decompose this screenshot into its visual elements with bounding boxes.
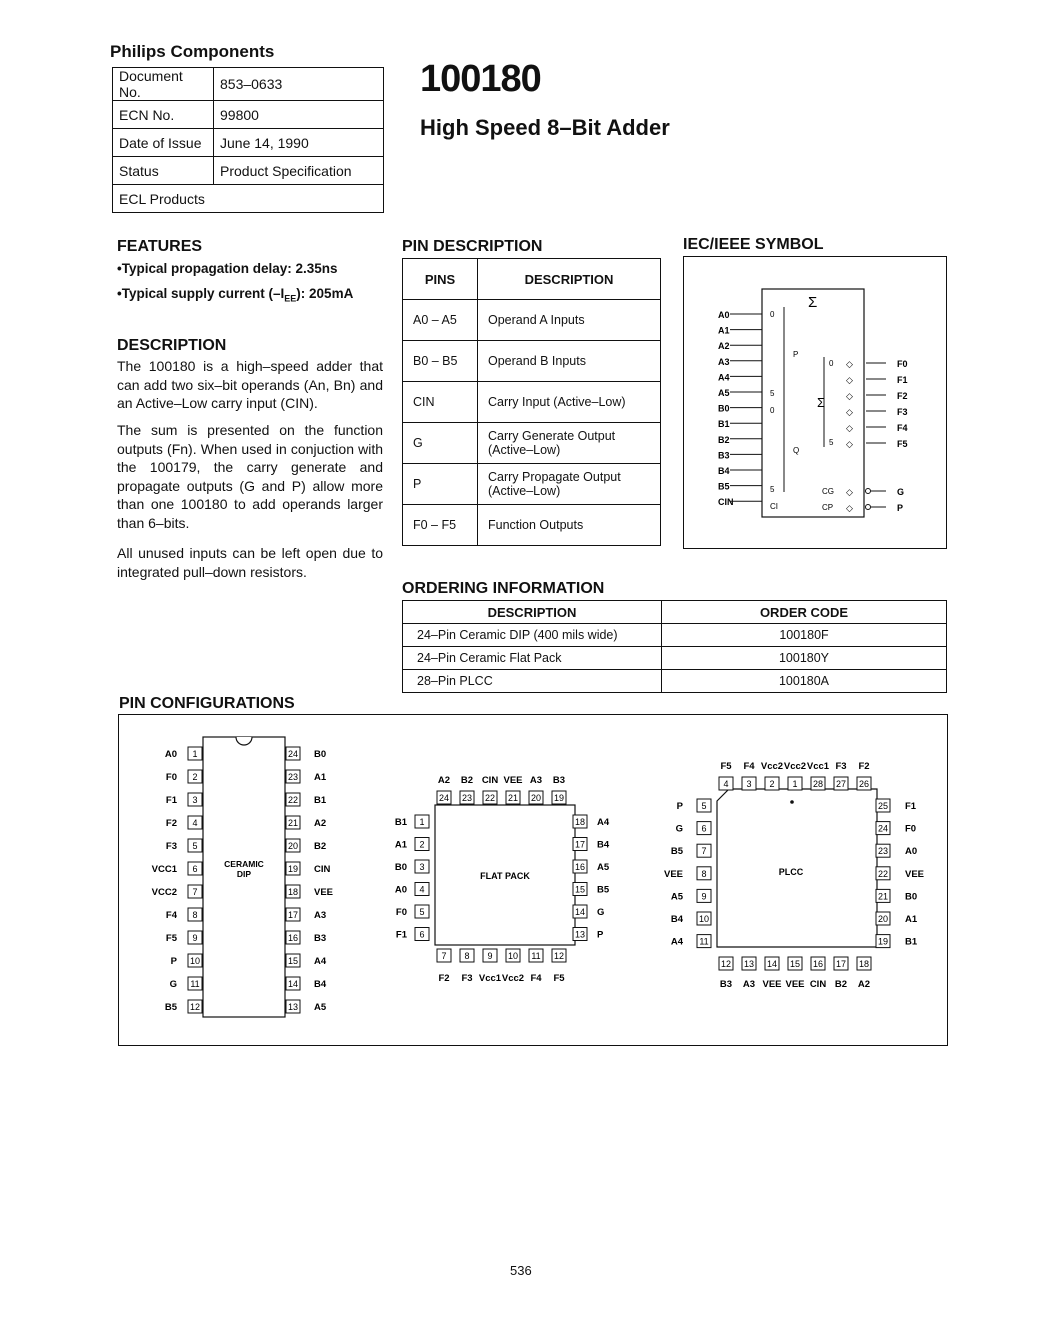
- feature-item: •Typical supply current $(-I_{EE})$: 205mA: [117, 286, 354, 304]
- pin-number: 7: [701, 846, 707, 857]
- pin-name-label: A2: [314, 818, 327, 829]
- pin-name-label: A2: [857, 979, 871, 990]
- pin-number: 25: [877, 801, 889, 811]
- description-paragraph: The sum is presented on the function outputs (Fn). When used in conjuction with the 100179, the carry generate and propagate outputs (G and P) allow more than one 100180 to add operands larger than 6–bits.: [117, 422, 383, 531]
- pin-name-label: B3: [719, 979, 733, 990]
- pin-name-label: VEE: [663, 868, 683, 880]
- pin-name-label: F5: [553, 973, 565, 984]
- output-pin-label: F0: [897, 359, 908, 369]
- pin-name-label: VCC2: [151, 887, 177, 898]
- pin-number: 5: [701, 801, 707, 811]
- pins-cell: CIN: [403, 382, 478, 423]
- table-row: [403, 505, 661, 546]
- pin-number: 18: [574, 817, 586, 827]
- pin-name-label: F1: [395, 929, 407, 941]
- table-row: [403, 341, 661, 382]
- pin-name-label: CIN: [481, 775, 499, 786]
- pin-number: 10: [189, 956, 201, 966]
- pin-number: 18: [858, 959, 870, 969]
- col-header-order-code: ORDER CODE: [662, 601, 947, 624]
- table-row: [403, 624, 947, 647]
- pin-name-label: Vcc2: [501, 973, 525, 984]
- pin-number: 15: [574, 884, 586, 895]
- pin-number: 15: [789, 959, 801, 969]
- pin-number: 2: [769, 779, 775, 789]
- pin-number: 21: [287, 818, 299, 828]
- doc-value: 853–0633: [214, 68, 384, 101]
- pin-name-label: VEE: [503, 775, 523, 786]
- bit-label: 0: [770, 310, 775, 319]
- pin-number: 20: [530, 793, 542, 803]
- pin-number: 20: [287, 841, 299, 851]
- pin-configurations-diagram: [119, 715, 947, 1045]
- pin-number: 4: [723, 779, 729, 789]
- pin-name-label: B0: [394, 862, 407, 873]
- pin-name-label: F0: [165, 772, 177, 783]
- order-code-cell: 100180F: [662, 624, 947, 647]
- doc-value: June 14, 1990: [214, 129, 384, 157]
- output-diamond-icon: ◇: [846, 407, 853, 417]
- pin-name-label: A1: [314, 772, 327, 783]
- pin-number: 3: [419, 862, 425, 872]
- pin-name-label: B1: [394, 817, 407, 828]
- pin-number: 14: [287, 979, 299, 989]
- pin-name-label: F2: [858, 761, 870, 772]
- pin-name-label: B2: [460, 775, 474, 786]
- pin-name-label: F0: [905, 823, 917, 835]
- pin-number: 15: [287, 956, 299, 966]
- pin-number: 19: [553, 793, 565, 803]
- pin-name-label: Vcc2: [760, 761, 784, 772]
- pin-number: 5: [419, 907, 425, 917]
- sigma-label: Σ: [808, 294, 818, 311]
- pin-name-label: B0: [314, 749, 327, 760]
- pin-number: 5: [192, 841, 198, 851]
- pin-name-label: VEE: [762, 979, 782, 990]
- dip-label: DIP: [236, 869, 252, 879]
- pin-number: 26: [858, 779, 870, 789]
- pin-number: 7: [192, 887, 198, 897]
- pin-name-label: A3: [314, 910, 327, 921]
- table-row: [403, 382, 661, 423]
- pin-number: 14: [766, 959, 778, 969]
- order-code-cell: 100180Y: [662, 647, 947, 670]
- pin-number: 27: [835, 779, 847, 789]
- pin-name-label: F1: [905, 801, 917, 812]
- input-pin-label: A1: [718, 325, 730, 336]
- pin-description-table: [402, 258, 661, 546]
- pin-name-label: Vcc1: [806, 761, 830, 772]
- pin-name-label: B4: [597, 839, 610, 851]
- pin-name-label: A4: [670, 936, 683, 948]
- page-title: High Speed 8–Bit Adder: [420, 115, 670, 140]
- pin-number: 22: [287, 795, 299, 805]
- pin-number: 22: [877, 868, 889, 879]
- bit-label: 5: [770, 485, 775, 494]
- dip-label: CERAMIC: [224, 859, 264, 869]
- desc-cell: Carry Propagate Output (Active–Low): [478, 464, 661, 505]
- pin-name-label: F1: [165, 795, 177, 806]
- pin-number: 19: [877, 936, 889, 947]
- symbol-body: [762, 289, 864, 517]
- pin-name-label: F4: [530, 973, 542, 984]
- ordering-heading: ORDERING INFORMATION: [402, 580, 605, 597]
- carry-label: CP: [822, 503, 834, 512]
- pin-number: 4: [192, 818, 198, 828]
- pin-number: 24: [438, 793, 450, 803]
- pin-name-label: B3: [314, 933, 327, 944]
- pin-number: 2: [192, 772, 198, 782]
- pin-name-label: A5: [670, 891, 683, 903]
- pin-name-label: F3: [165, 841, 177, 852]
- output-diamond-icon: ◇: [846, 487, 853, 497]
- pin-number: 6: [192, 864, 198, 874]
- input-pin-label: B0: [718, 403, 730, 414]
- pin-name-label: B1: [905, 936, 918, 948]
- carry-label: CG: [822, 487, 834, 496]
- pin-number: 13: [743, 959, 755, 969]
- pin-name-label: A1: [394, 839, 407, 851]
- output-pin-label: F4: [897, 423, 908, 433]
- pin-name-label: F5: [720, 761, 732, 772]
- doc-row-ecn: [113, 101, 384, 129]
- pin-number: 3: [746, 779, 752, 789]
- document-info-table: [112, 67, 384, 213]
- pin-name-label: B2: [834, 979, 848, 990]
- pin-name-label: A0: [394, 884, 407, 896]
- input-pin-label: B3: [718, 450, 730, 461]
- pin-number: 3: [192, 795, 198, 805]
- doc-row-document-no: [113, 68, 384, 101]
- pin-name-label: G: [597, 907, 605, 918]
- desc-cell: Function Outputs: [478, 505, 661, 546]
- pin-name-label: B4: [670, 914, 683, 925]
- pin-number: 23: [461, 793, 473, 803]
- pin-number: 11: [531, 951, 541, 961]
- pin-number: 8: [192, 910, 198, 920]
- doc-row-footer: [113, 185, 384, 213]
- pin-name-label: CIN: [809, 979, 827, 990]
- carry-pin-label: G: [897, 487, 905, 497]
- pin-number: 14: [574, 907, 586, 917]
- brand-name: Philips Components: [110, 42, 275, 61]
- doc-label: Document No.: [113, 68, 214, 101]
- input-pin-label: B2: [718, 434, 730, 445]
- pin-name-label: F4: [743, 761, 755, 772]
- pin-name-label: P: [597, 929, 604, 941]
- pin-number: 18: [287, 887, 299, 897]
- pin-number: 17: [835, 959, 847, 969]
- sum-sigma-label: Σ: [817, 395, 826, 410]
- pin-number: 2: [419, 839, 425, 850]
- col-header-description: DESCRIPTION: [478, 259, 661, 300]
- pin-number: 17: [287, 910, 299, 920]
- doc-label: Status: [113, 157, 214, 185]
- pin-name-label: F0: [395, 907, 407, 918]
- table-row: [403, 423, 661, 464]
- order-desc-cell: 24–Pin Ceramic DIP (400 mils wide): [403, 624, 662, 647]
- pin-name-label: G: [169, 979, 177, 990]
- pin-name-label: Vcc1: [478, 973, 502, 984]
- pin-number: 13: [574, 929, 586, 940]
- pin-number: 21: [877, 891, 889, 902]
- pin-number: 23: [287, 772, 299, 782]
- plcc-label: PLCC: [778, 867, 804, 877]
- pin-name-label: F3: [835, 761, 847, 772]
- bit-label: 5: [829, 438, 834, 447]
- order-code-cell: 100180A: [662, 670, 947, 693]
- pin-name-label: VEE: [314, 887, 334, 898]
- output-diamond-icon: ◇: [846, 375, 853, 385]
- part-number: 100180: [420, 58, 541, 100]
- pin-configurations-frame: [118, 714, 948, 1046]
- pin-name-label: A1: [905, 914, 918, 925]
- bit-label: 0: [770, 406, 775, 415]
- pin-number: 20: [877, 914, 889, 924]
- input-pin-label: CIN: [718, 497, 734, 508]
- pin-name-label: B1: [314, 795, 327, 806]
- pin-name-label: P: [676, 801, 683, 812]
- pin-number: 1: [419, 817, 425, 827]
- feature-item: •Typical propagation delay: 2.35ns: [117, 261, 338, 276]
- doc-row-status: [113, 157, 384, 185]
- pin-name-label: VCC1: [151, 864, 177, 875]
- pin-name-label: B2: [314, 841, 327, 852]
- pin-number: 19: [287, 864, 299, 874]
- pin-number: 4: [419, 884, 425, 895]
- input-pin-label: A2: [718, 341, 730, 352]
- pin-name-label: A5: [314, 1002, 327, 1013]
- pins-cell: A0 – A5: [403, 300, 478, 341]
- pins-cell: P: [403, 464, 478, 505]
- pin-number: 16: [812, 959, 824, 969]
- output-diamond-icon: ◇: [846, 391, 853, 401]
- pin-number: 17: [574, 839, 586, 850]
- pin-number: 16: [287, 933, 299, 943]
- output-pin-label: F2: [897, 391, 908, 401]
- pin-name-label: F3: [461, 973, 473, 984]
- bit-label: 0: [829, 359, 834, 368]
- ci-label: CI: [770, 502, 778, 511]
- pin-name-label: F2: [165, 818, 177, 829]
- pin-number: 7: [441, 951, 447, 961]
- pin-number: 11: [699, 936, 709, 947]
- inversion-bubble: [866, 505, 871, 510]
- output-diamond-icon: ◇: [846, 423, 853, 433]
- doc-label: ECN No.: [113, 101, 214, 129]
- pin-number: 24: [877, 823, 889, 834]
- pin-name-label: A4: [314, 956, 327, 967]
- input-pin-label: B4: [718, 466, 730, 476]
- pin-number: 9: [701, 891, 707, 902]
- order-desc-cell: 28–Pin PLCC: [403, 670, 662, 693]
- pin-number: 12: [189, 1002, 201, 1012]
- desc-cell: Carry Generate Output (Active–Low): [478, 423, 661, 464]
- pin-name-label: VEE: [905, 868, 925, 880]
- order-desc-cell: 24–Pin Ceramic Flat Pack: [403, 647, 662, 670]
- pins-cell: F0 – F5: [403, 505, 478, 546]
- pin-name-label: VEE: [785, 979, 805, 990]
- pin-name-label: B0: [905, 891, 918, 903]
- output-diamond-icon: ◇: [846, 359, 853, 369]
- description-heading: DESCRIPTION: [117, 337, 227, 354]
- output-pin-label: F5: [897, 439, 908, 449]
- iec-symbol-frame: [683, 256, 947, 549]
- input-pin-label: A3: [718, 356, 730, 367]
- pin-number: 9: [192, 933, 198, 943]
- input-pin-label: A0: [718, 310, 730, 320]
- dip-notch: [236, 737, 252, 745]
- desc-cell: Operand A Inputs: [478, 300, 661, 341]
- pin-number: 8: [464, 951, 470, 961]
- pin-number: 1: [792, 779, 798, 789]
- table-row: [403, 670, 947, 693]
- input-pin-label: A5: [718, 388, 730, 398]
- pin-name-label: F2: [438, 973, 450, 984]
- input-pin-label: A4: [718, 372, 730, 383]
- output-diamond-icon: ◇: [846, 503, 853, 513]
- pin-name-label: A0: [164, 749, 177, 760]
- desc-cell: Operand B Inputs: [478, 341, 661, 382]
- pin-name-label: A2: [437, 775, 451, 786]
- pin-number: 28: [812, 779, 824, 789]
- carry-pin-label: P: [897, 503, 904, 513]
- page-number: 536: [510, 1263, 532, 1278]
- bit-label: 5: [770, 389, 775, 398]
- desc-cell: Carry Input (Active–Low): [478, 382, 661, 423]
- pin-name-label: B3: [552, 775, 566, 786]
- pin-number: 13: [287, 1002, 299, 1012]
- pin-name-label: A3: [529, 775, 543, 786]
- description-paragraph: The 100180 is a high–speed adder that can add two six–bit operands (An, Bn) and an Active–Low carry input (CIN).: [117, 358, 383, 411]
- doc-row-date: [113, 129, 384, 157]
- col-header-description: DESCRIPTION: [403, 601, 662, 624]
- pin-name-label: B5: [597, 884, 610, 896]
- pin-number: 6: [419, 929, 425, 940]
- pins-cell: B0 – B5: [403, 341, 478, 382]
- flatpack-label: FLAT PACK: [480, 871, 530, 881]
- output-pin-label: F3: [897, 407, 908, 417]
- inversion-bubble: [866, 489, 871, 494]
- p-label: P: [793, 350, 799, 359]
- pin-configurations-heading: PIN CONFIGURATIONS: [119, 695, 295, 712]
- doc-footer: ECL Products: [113, 185, 384, 213]
- pin-description-heading: PIN DESCRIPTION: [402, 238, 543, 255]
- pin-name-label: CIN: [314, 864, 331, 875]
- pin-name-label: A3: [742, 979, 756, 990]
- pin-number: 22: [484, 793, 496, 803]
- pin-number: 12: [720, 959, 732, 969]
- plcc-pin1-dot: [790, 800, 794, 804]
- description-paragraph: All unused inputs can be left open due to integrated pull–down resistors.: [117, 545, 383, 580]
- doc-value: 99800: [214, 101, 384, 129]
- q-label: Q: [793, 446, 800, 455]
- pin-number: 1: [192, 749, 198, 759]
- pin-name-label: B5: [164, 1002, 177, 1013]
- pin-name-label: B5: [670, 846, 683, 858]
- pin-name-label: G: [675, 823, 683, 835]
- input-pin-label: B5: [718, 481, 730, 492]
- pin-number: 16: [574, 862, 586, 872]
- pin-name-label: A5: [597, 862, 610, 873]
- pin-number: 9: [487, 951, 493, 961]
- iec-symbol-heading: IEC/IEEE SYMBOL: [683, 236, 824, 253]
- pin-number: 6: [701, 823, 707, 834]
- pin-name-label: F5: [165, 933, 177, 944]
- pin-number: 10: [698, 914, 710, 924]
- output-pin-label: F1: [897, 375, 908, 385]
- iec-symbol-diagram: [684, 257, 946, 548]
- pin-name-label: F4: [165, 910, 177, 921]
- pin-name-label: A0: [905, 846, 918, 858]
- doc-label: Date of Issue: [113, 129, 214, 157]
- table-row: [403, 300, 661, 341]
- pin-number: 12: [553, 951, 565, 961]
- features-heading: FEATURES: [117, 238, 203, 255]
- pin-name-label: P: [170, 956, 177, 967]
- table-row: [403, 647, 947, 670]
- pin-name-label: Vcc2: [783, 761, 807, 772]
- pin-number: 21: [507, 793, 519, 803]
- pin-name-label: A4: [597, 817, 610, 828]
- doc-value: Product Specification: [214, 157, 384, 185]
- output-diamond-icon: ◇: [846, 439, 853, 449]
- input-pin-label: B1: [718, 419, 730, 430]
- ordering-table: [402, 600, 947, 693]
- pin-number: 10: [507, 951, 519, 961]
- col-header-pins: PINS: [403, 259, 478, 300]
- pin-number: 23: [877, 846, 889, 857]
- table-row: [403, 464, 661, 505]
- pin-name-label: B4: [314, 979, 327, 990]
- pin-number: 8: [701, 868, 707, 879]
- pin-number: 24: [287, 749, 299, 759]
- pin-number: 11: [190, 979, 200, 989]
- pins-cell: G: [403, 423, 478, 464]
